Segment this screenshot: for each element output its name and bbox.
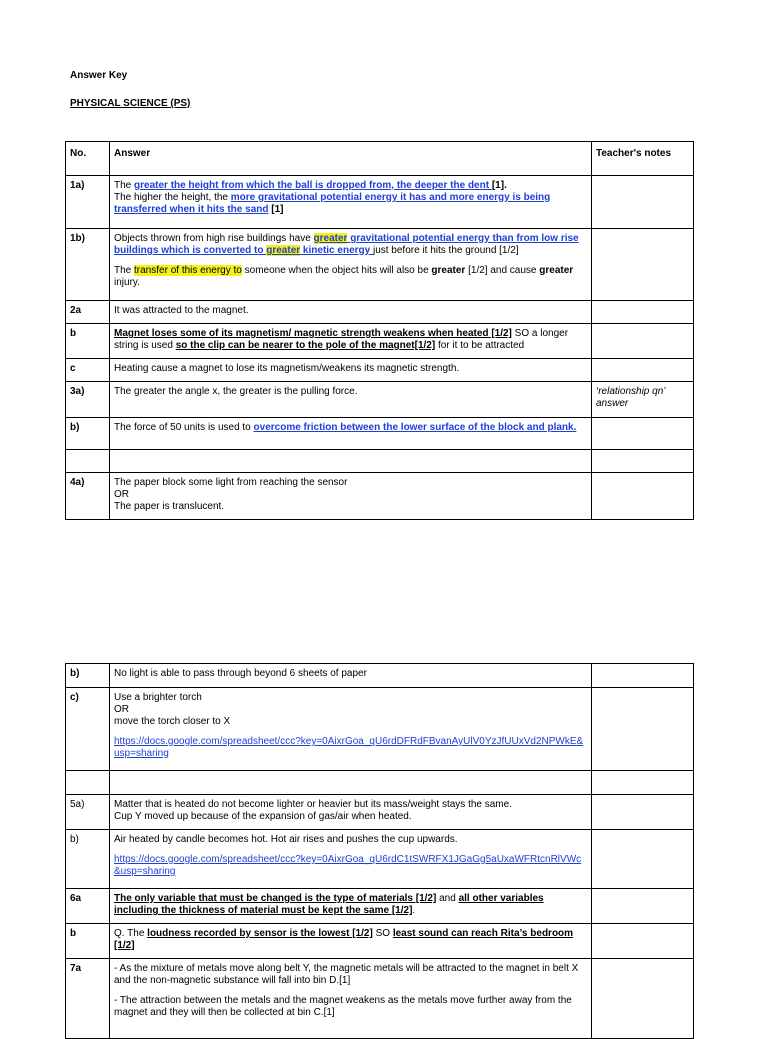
- table-row: [66, 418, 694, 450]
- answer-text: and: [436, 893, 459, 904]
- highlighted-phrase: greater: [266, 245, 301, 256]
- table-row: [66, 830, 694, 889]
- notes-cell: [592, 301, 694, 324]
- table-row: [66, 301, 694, 324]
- answer-text: The: [114, 265, 135, 276]
- answer-key-phrase: Magnet loses some of its magnetism/ magnetic strength weakens when heated [1/2]: [114, 328, 512, 339]
- answer-text: just before it hits the ground [1/2]: [372, 245, 519, 256]
- mark: [1]: [268, 204, 284, 215]
- table-row: [66, 688, 694, 771]
- answer-cell: [110, 795, 592, 830]
- row-number: b): [66, 418, 110, 450]
- page-title: Answer Key: [70, 70, 128, 81]
- notes-cell: [592, 418, 694, 450]
- row-number: b: [66, 324, 110, 359]
- section-title: PHYSICAL SCIENCE (PS): [70, 98, 191, 109]
- answer-key-phrase: overcome friction between the lower surface of the block and plank.: [253, 422, 577, 433]
- answer-text: - As the mixture of metals move along belt Y, the magnetic metals will be attracted to the magnet in belt X and the non-magnetic substance will fall into bin D.[1]: [114, 963, 579, 986]
- column-header-answer: Answer: [110, 142, 592, 176]
- table-row: [66, 176, 694, 229]
- table-row: [66, 795, 694, 830]
- row-number: 6a: [66, 889, 110, 924]
- answer-key-phrase: so the clip can be nearer to the pole of the magnet[1/2]: [175, 340, 436, 351]
- answer-cell: [110, 771, 592, 795]
- answer-text: The higher the height, the: [114, 192, 231, 203]
- bold-word: greater: [431, 265, 466, 276]
- answer-text: SO a longer string is used: [114, 328, 569, 351]
- answer-cell: It was attracted to the magnet.: [110, 301, 592, 324]
- answer-text: .: [412, 905, 416, 916]
- notes-cell: [592, 229, 694, 301]
- row-number: 3a): [66, 382, 110, 418]
- row-number: c: [66, 359, 110, 382]
- answer-cell: [110, 229, 592, 301]
- table-row: [66, 359, 694, 382]
- answer-cell: No light is able to pass through beyond 6 sheets of paper: [110, 664, 592, 688]
- notes-cell: [592, 924, 694, 959]
- row-number: 1a): [66, 176, 110, 229]
- table-row: [66, 229, 694, 301]
- answer-text: Q. The: [114, 928, 148, 939]
- answer-key-phrase: kinetic energy: [300, 245, 373, 256]
- notes-cell: [592, 959, 694, 1039]
- notes-cell: [592, 473, 694, 520]
- row-number: b): [66, 664, 110, 688]
- row-number: [66, 450, 110, 473]
- answer-text: injury.: [114, 277, 140, 288]
- answer-key-phrase: greater the height from which the ball is dropped from, the deeper the dent: [134, 180, 492, 191]
- answer-text: [1/2] and cause: [465, 265, 540, 276]
- answer-text: The paper is translucent.: [114, 501, 225, 512]
- answer-text: Objects thrown from high rise buildings have: [114, 233, 314, 244]
- column-header-no: No.: [66, 142, 110, 176]
- table-row-empty: [66, 771, 694, 795]
- notes-cell: [592, 324, 694, 359]
- bold-word: greater: [539, 265, 574, 276]
- table-row: [66, 924, 694, 959]
- column-header-notes: Teacher's notes: [592, 142, 694, 176]
- answer-cell: [110, 418, 592, 450]
- answer-key-phrase: loudness recorded by sensor is the lowest [1/2]: [147, 928, 373, 939]
- table-header-row: [66, 142, 694, 176]
- answer-text: The paper block some light from reaching the sensor: [114, 477, 348, 488]
- table-row-empty: [66, 450, 694, 473]
- answer-cell: Heating cause a magnet to lose its magnetism/weakens its magnetic strength.: [110, 359, 592, 382]
- spreadsheet-link[interactable]: https://docs.google.com/spreadsheet/ccc?key=0AixrGoa_qU6rdDFRdFBvanAyUlV0YzJfUUxVd2NPWkE&usp=sharing: [114, 736, 584, 759]
- row-number: 1b): [66, 229, 110, 301]
- row-number: 4a): [66, 473, 110, 520]
- answer-text: Cup Y moved up because of the expansion of gas/air when heated.: [114, 811, 412, 822]
- answer-cell: [110, 830, 592, 889]
- row-number: [66, 771, 110, 795]
- answer-text: move the torch closer to X: [114, 716, 231, 727]
- highlighted-phrase: greater: [313, 233, 348, 244]
- answer-cell: [110, 889, 592, 924]
- answer-cell: [110, 688, 592, 771]
- answer-text: The: [114, 180, 135, 191]
- table-row: [66, 324, 694, 359]
- answer-key-phrase: more gravitational potential energy it has and more energy is being transferred when it hits the sand: [114, 192, 551, 215]
- answer-key-phrase: The only variable that must be changed is the type of materials [1/2]: [114, 893, 437, 904]
- notes-cell: [592, 688, 694, 771]
- answer-cell: [110, 176, 592, 229]
- answer-text: Use a brighter torch: [114, 692, 202, 703]
- table-row: [66, 382, 694, 418]
- notes-cell: ‘relationship qn’ answer: [592, 382, 694, 418]
- notes-cell: [592, 830, 694, 889]
- answer-cell: The greater the angle x, the greater is the pulling force.: [110, 382, 592, 418]
- notes-cell: [592, 664, 694, 688]
- notes-cell: [592, 450, 694, 473]
- row-number: c): [66, 688, 110, 771]
- answer-cell: [110, 473, 592, 520]
- notes-cell: [592, 359, 694, 382]
- spreadsheet-link[interactable]: https://docs.google.com/spreadsheet/ccc?key=0AixrGoa_qU6rdC1tSWRFX1JGaGg5aUxaWFRtcnRlVWc&usp=sharing: [114, 854, 582, 877]
- answer-text: for it to be attracted: [435, 340, 525, 351]
- answer-table-1: [65, 141, 694, 520]
- notes-cell: [592, 176, 694, 229]
- answer-cell: [110, 324, 592, 359]
- answer-text: OR: [114, 704, 129, 715]
- row-number: 5a): [66, 795, 110, 830]
- answer-cell: [110, 450, 592, 473]
- answer-key-phrase: all other variables including the thickness of material must be kept the same [1/2]: [114, 893, 544, 916]
- answer-table-2: [65, 663, 694, 1039]
- answer-cell: [110, 959, 592, 1039]
- row-number: b): [66, 830, 110, 889]
- row-number: b: [66, 924, 110, 959]
- highlighted-phrase: transfer of this energy to: [134, 265, 242, 276]
- answer-text: - The attraction between the metals and the magnet weakens as the metals move further away from the magnet and they will then be collected at bin C.[1]: [114, 995, 572, 1018]
- row-number: 7a: [66, 959, 110, 1039]
- answer-key-phrase: gravitational potential energy than from low rise buildings which is converted to: [114, 233, 579, 256]
- answer-text: SO: [372, 928, 393, 939]
- notes-cell: [592, 795, 694, 830]
- row-number: 2a: [66, 301, 110, 324]
- table-row: [66, 889, 694, 924]
- table-row: [66, 959, 694, 1039]
- answer-text: The force of 50 units is used to: [114, 422, 254, 433]
- answer-cell: [110, 924, 592, 959]
- answer-text: Air heated by candle becomes hot. Hot air rises and pushes the cup upwards.: [114, 834, 458, 845]
- table-row: [66, 664, 694, 688]
- answer-text: someone when the object hits will also be: [241, 265, 432, 276]
- notes-cell: [592, 771, 694, 795]
- mark: [1].: [491, 180, 507, 191]
- answer-key-phrase: least sound can reach Rita’s bedroom [1/2]: [114, 928, 574, 951]
- answer-text: Matter that is heated do not become lighter or heavier but its mass/weight stays the same.: [114, 799, 512, 810]
- answer-text: OR: [114, 489, 129, 500]
- table-row: [66, 473, 694, 520]
- notes-cell: [592, 889, 694, 924]
